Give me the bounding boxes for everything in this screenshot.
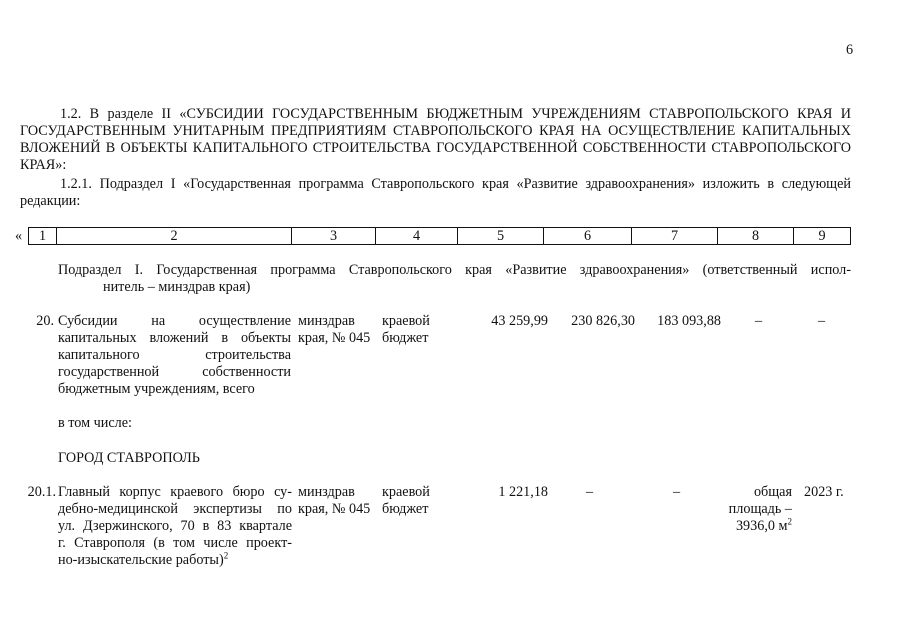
column-number-5: 5 [458,228,544,245]
row-20-name: Субсидии на осуществление капитальных вложений в объекты капитального строительства государственной собственности бюджетным учреждениям, всего [58,313,291,397]
row-20-number: 20. [36,313,54,329]
city-heading: ГОРОД СТАВРОПОЛЬ [58,450,200,466]
subsection-title-line-2: нитель – минздрав края) [103,279,251,295]
row-20-1-col8-line-2: площадь – [728,501,792,517]
row-20-1-footnote-mark: 2 [223,550,229,561]
row-20-1-name-line-2: дебно-медицинской экспертизы по [58,501,292,517]
column-number-6: 6 [544,228,632,245]
row-20-value-col5: 43 259,99 [491,313,548,329]
row-20-value-col6: 230 826,30 [571,313,635,329]
intro-paragraph: 1.2. В разделе II «СУБСИДИИ ГОСУДАРСТВЕННЫМ БЮДЖЕТНЫМ УЧРЕЖДЕНИЯМ СТАВРОПОЛЬСКОГО КРАЯ И ГОСУДАРСТВЕННЫМ УНИТАРНЫМ ПРЕДПРИЯТИЯМ СТАВРОПОЛЬСКОГО КРАЯ НА ОСУЩЕСТВЛЕНИЕ КАПИТАЛЬНЫХ ВЛОЖЕНИЙ В ОБЪЕКТЫ КАПИТАЛЬНОГО СТРОИТЕЛЬСТВА ГОСУДАРСТВЕННОЙ СОБСТВЕННОСТИ СТАВРОПОЛЬСКОГО КРАЯ»: [20,106,851,173]
row-20-1-value-col7: – [673,484,681,500]
column-number-1: 1 [29,228,57,245]
row-20-source-line-1: краевой [382,313,430,329]
row-20-value-col8: – [755,313,763,329]
row-20-1-col8-line-1: общая [753,484,792,500]
row-20-value-col7: 183 093,88 [657,313,721,329]
opening-quote: « [15,228,23,244]
column-numbers-header [28,227,851,245]
column-number-7: 7 [632,228,718,245]
row-20-1-executor-line-1: минздрав [298,484,355,500]
subsection-paragraph: 1.2.1. Подраздел I «Государственная программа Ставропольского края «Развитие здравоохранения» изложить в следующей редакции: [20,176,851,209]
column-number-8: 8 [718,228,794,245]
column-number-9: 9 [794,228,851,245]
row-20-1-col8-superscript: 2 [787,516,792,527]
row-20-1-value-col8 [712,484,792,535]
page-number: 6 [846,42,854,58]
row-20-1-col8-line-3: 3936,0 м [735,518,788,534]
subsection-title [58,262,851,296]
column-number-4: 4 [376,228,458,245]
row-20-1-value-col5: 1 221,18 [498,484,548,500]
row-20-1-value-col9: 2023 г. [804,484,844,500]
column-number-2: 2 [57,228,292,245]
row-20-1-value-col6: – [586,484,594,500]
row-20-1-number: 20.1. [27,484,56,500]
row-20-1-name-line-5: но-изыскательские работы) [58,552,224,568]
row-20-1-name-line-4: г. Ставрополя (в том числе проект- [58,535,292,551]
including-label: в том числе: [58,415,132,431]
column-number-3: 3 [292,228,376,245]
subsection-title-line-1: Подраздел I. Государственная программа Ставропольского края «Развитие здравоохранения» (ответственный испол- [58,262,851,278]
row-20-executor-line-2: края, № 045 [298,330,371,346]
row-20-value-col9: – [818,313,826,329]
row-20-executor-line-1: минздрав [298,313,355,329]
row-20-1-name-line-1: Главный корпус краевого бюро су- [58,484,292,500]
row-20-source-line-2: бюджет [382,330,429,346]
row-20-1-source-line-2: бюджет [382,501,429,517]
row-20-1-executor-line-2: края, № 045 [298,501,371,517]
row-20-1-source-line-1: краевой [382,484,430,500]
row-20-1-name [58,484,292,569]
row-20-1-name-line-3: ул. Дзержинского, 70 в 83 квартале [58,518,292,534]
